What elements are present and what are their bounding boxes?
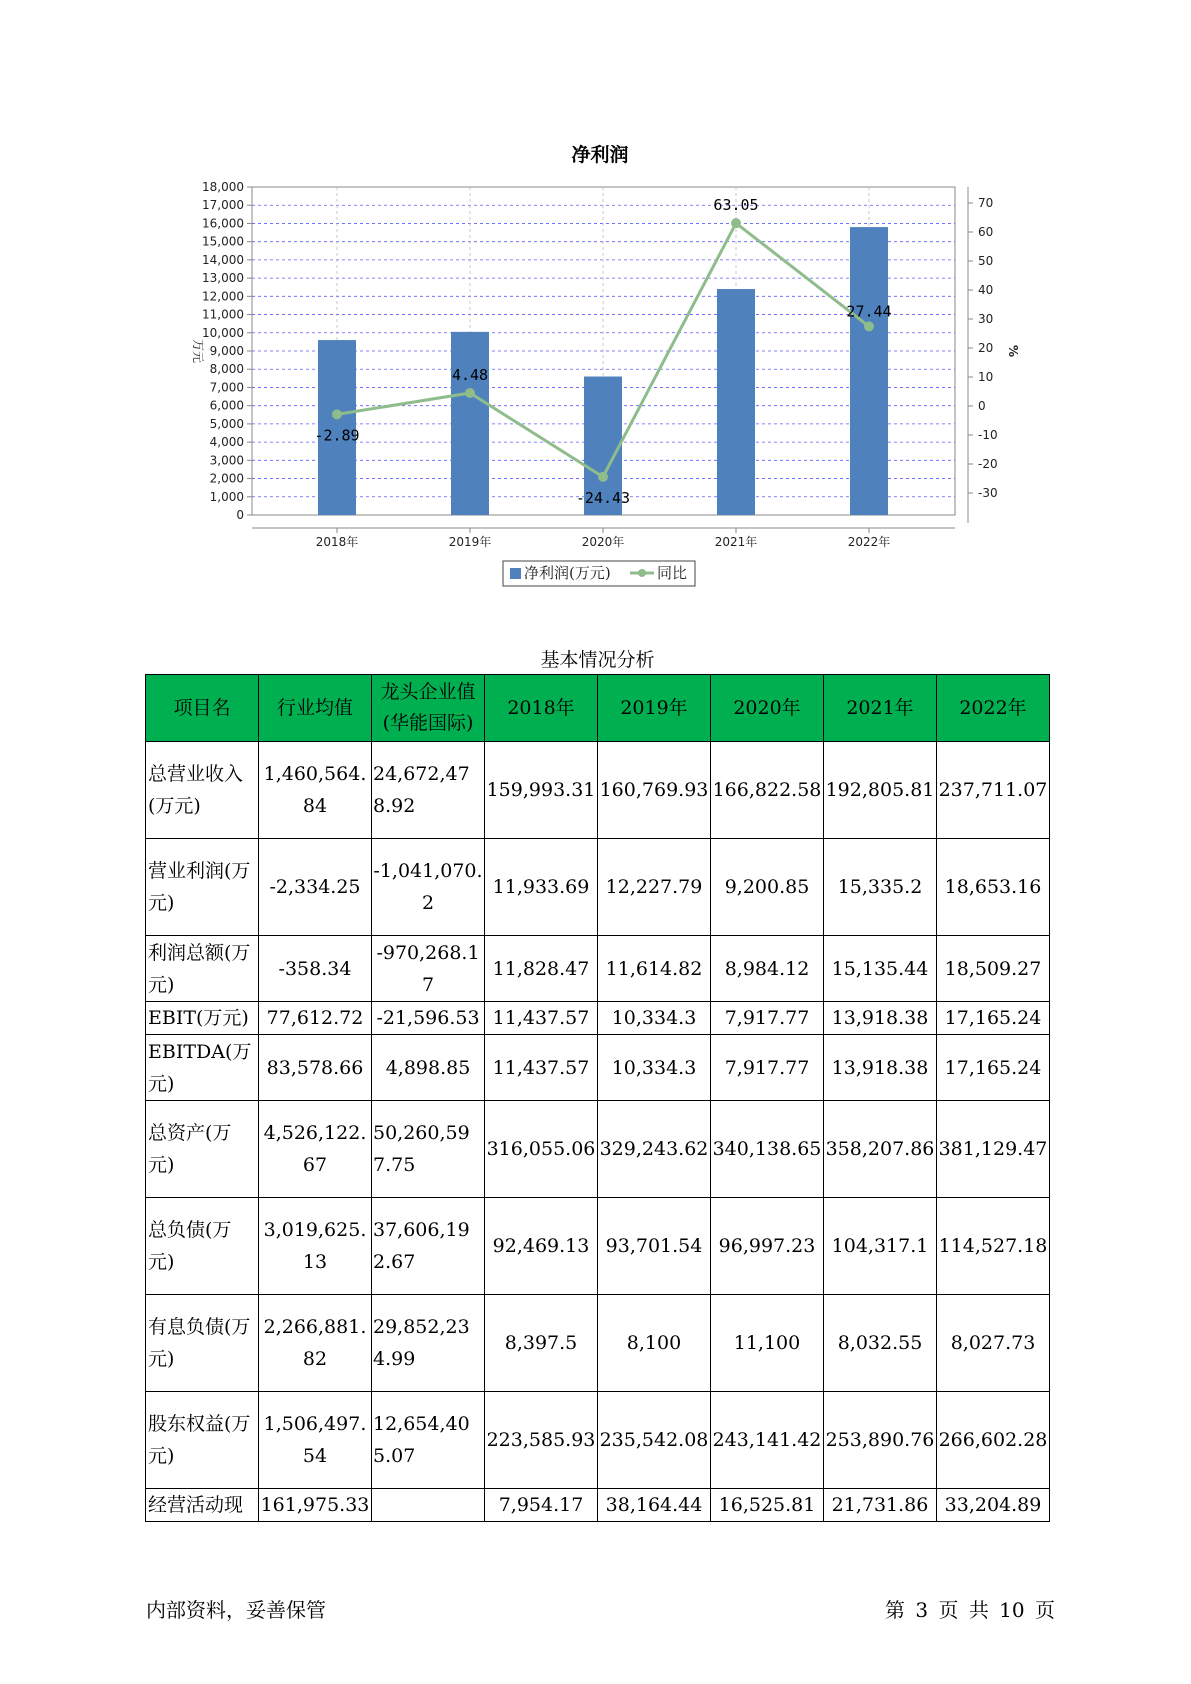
table-row [146,1392,1050,1489]
table-cell: 8,032.55 [824,1295,937,1392]
table-cell: 2,266,881.82 [259,1295,372,1392]
table-cell: 223,585.93 [485,1392,598,1489]
table-cell: 12,227.79 [598,839,711,936]
table-caption: 基本情况分析 [540,649,655,671]
table-cell: 237,711.07 [937,742,1050,839]
table-cell: 24,672,478.92 [372,742,485,839]
bar-2019年 [451,332,489,515]
row-label: 总负债(万元) [146,1198,259,1295]
table-cell: -1,041,070.2 [372,839,485,936]
table-cell: 1,460,564.84 [259,742,372,839]
table-cell: 92,469.13 [485,1198,598,1295]
table-cell: 13,918.38 [824,1002,937,1035]
table-cell: 4,526,122.67 [259,1101,372,1198]
header-2022: 2022年 [937,675,1050,742]
table-cell: 7,917.77 [711,1002,824,1035]
table-cell: 161,975.33 [259,1489,372,1522]
bottom-tick-label: 2022年 [847,535,891,549]
legend-line-label: 同比 [657,564,688,582]
table-cell: 8,984.12 [711,936,824,1002]
table-row [146,1002,1050,1035]
table-cell: 93,701.54 [598,1198,711,1295]
table-cell: 253,890.76 [824,1392,937,1489]
row-label: 股东权益(万元) [146,1392,259,1489]
left-tick-label: 2,000 [209,471,244,486]
chart-title: 净利润 [571,144,629,166]
right-tick-label: 20 [978,341,994,355]
table-cell: 12,654,405.07 [372,1392,485,1489]
right-tick-label: -30 [978,486,998,500]
table-cell: 15,135.44 [824,936,937,1002]
table-cell: 9,200.85 [711,839,824,936]
table-row [146,1101,1050,1198]
left-axis-label: 万元 [191,338,205,364]
footer-page-number: 第 3 页 共 10 页 [885,1598,1055,1622]
table-cell: 166,822.58 [711,742,824,839]
table-cell: 10,334.3 [598,1002,711,1035]
yoy-data-label: 63.05 [713,196,759,215]
left-tick-label: 11,000 [202,307,244,322]
yoy-point [731,218,741,228]
table-cell: 11,933.69 [485,839,598,936]
table-cell: 10,334.3 [598,1035,711,1101]
table-row [146,742,1050,839]
table-cell: 29,852,234.99 [372,1295,485,1392]
table-row [146,1035,1050,1101]
left-tick-label: 8,000 [209,362,244,377]
header-2019: 2019年 [598,675,711,742]
table-cell: 11,437.57 [485,1002,598,1035]
bottom-tick-label: 2020年 [581,535,625,549]
chart-canvas [0,0,1191,600]
row-label: 有息负债(万元) [146,1295,259,1392]
row-label: 营业利润(万元) [146,839,259,936]
basic-analysis-table [145,674,1050,1522]
table-cell: 8,100 [598,1295,711,1392]
table-cell: 4,898.85 [372,1035,485,1101]
bar-2021年 [717,289,755,515]
yoy-point [332,409,342,419]
table-cell: 8,027.73 [937,1295,1050,1392]
table-cell: 83,578.66 [259,1035,372,1101]
bottom-tick-label: 2019年 [448,535,492,549]
left-tick-label: 14,000 [202,252,244,267]
net-profit-chart [0,0,1191,600]
header-2020: 2020年 [711,675,824,742]
right-tick-label: -10 [978,428,998,442]
table-cell: 104,317.1 [824,1198,937,1295]
row-label: 经营活动现 [146,1489,259,1522]
table-cell: 11,100 [711,1295,824,1392]
left-tick-label: 0 [236,508,244,522]
left-tick-label: 4,000 [209,435,244,450]
left-tick-label: 9,000 [209,344,244,358]
right-tick-label: 60 [978,225,994,239]
table-row [146,839,1050,936]
yoy-point [465,388,475,398]
table-cell: 159,993.31 [485,742,598,839]
row-label: 利润总额(万元) [146,936,259,1002]
bar-2022年 [850,227,888,515]
table-cell: -970,268.17 [372,936,485,1002]
left-tick-label: 18,000 [202,180,244,194]
table-cell: 96,997.23 [711,1198,824,1295]
table-cell: 266,602.28 [937,1392,1050,1489]
left-tick-label: 7,000 [209,380,244,395]
table-cell: 18,509.27 [937,936,1050,1002]
yoy-data-label: -24.43 [575,488,631,507]
header-2018: 2018年 [485,675,598,742]
header-2021: 2021年 [824,675,937,742]
right-tick-label: 50 [978,254,994,268]
table-cell: 17,165.24 [937,1002,1050,1035]
header-item-name: 项目名 [146,675,259,742]
left-tick-label: 3,000 [209,453,244,468]
table-cell: 11,828.47 [485,936,598,1002]
table-cell: 3,019,625.13 [259,1198,372,1295]
table-cell: 11,614.82 [598,936,711,1002]
table-row [146,1295,1050,1392]
right-tick-label: 30 [978,312,994,326]
right-tick-label: 0 [978,399,986,413]
table-cell: 160,769.93 [598,742,711,839]
table-row [146,936,1050,1002]
table-cell: 381,129.47 [937,1101,1050,1198]
table-cell: -358.34 [259,936,372,1002]
left-tick-label: 13,000 [202,271,244,286]
left-tick-label: 1,000 [209,489,244,504]
yoy-point [598,472,608,482]
left-tick-label: 12,000 [202,289,244,304]
table-cell: 235,542.08 [598,1392,711,1489]
left-tick-label: 16,000 [202,216,244,231]
row-label: EBITDA(万元) [146,1035,259,1101]
table-cell: 316,055.06 [485,1101,598,1198]
left-tick-label: 15,000 [202,234,244,249]
table-cell: -2,334.25 [259,839,372,936]
yoy-data-label: 4.48 [451,366,489,385]
header-leader-value: 龙头企业值(华能国际) [372,675,485,742]
table-cell: 329,243.62 [598,1101,711,1198]
yoy-data-label: 27.44 [846,302,892,321]
legend-bar-label: 净利润(万元) [524,564,611,582]
yoy-point [864,321,874,331]
legend-line-marker [638,569,646,577]
bottom-tick-label: 2018年 [315,535,359,549]
table-cell [372,1489,485,1522]
table-cell: 358,207.86 [824,1101,937,1198]
table-body [146,742,1050,1522]
left-tick-label: 17,000 [202,198,244,213]
table-cell: 340,138.65 [711,1101,824,1198]
right-tick-label: 40 [978,283,994,297]
row-label: 总资产(万元) [146,1101,259,1198]
table-cell: 33,204.89 [937,1489,1050,1522]
table-cell: 8,397.5 [485,1295,598,1392]
table-header-row [146,675,1050,742]
table-cell: 11,437.57 [485,1035,598,1101]
table-cell: 114,527.18 [937,1198,1050,1295]
table-cell: 1,506,497.54 [259,1392,372,1489]
table-cell: 77,612.72 [259,1002,372,1035]
bottom-tick-label: 2021年 [714,535,758,549]
table-cell: 192,805.81 [824,742,937,839]
table-cell: 13,918.38 [824,1035,937,1101]
table-cell: 16,525.81 [711,1489,824,1522]
table-cell: 7,954.17 [485,1489,598,1522]
legend-bar-swatch [510,568,521,579]
right-tick-label: -20 [978,457,998,471]
header-industry-avg: 行业均值 [259,675,372,742]
table-cell: 21,731.86 [824,1489,937,1522]
table-row [146,1198,1050,1295]
right-tick-label: 70 [978,196,994,210]
footer-confidential-note: 内部资料，妥善保管 [146,1598,326,1622]
table-cell: 17,165.24 [937,1035,1050,1101]
left-tick-label: 5,000 [209,416,244,431]
table-cell: 15,335.2 [824,839,937,936]
table-cell: -21,596.53 [372,1002,485,1035]
left-tick-label: 10,000 [202,325,244,340]
row-label: EBIT(万元) [146,1002,259,1035]
table-cell: 38,164.44 [598,1489,711,1522]
row-label: 总营业收入(万元) [146,742,259,839]
table-cell: 243,141.42 [711,1392,824,1489]
table-cell: 50,260,597.75 [372,1101,485,1198]
right-tick-label: 10 [978,370,994,384]
table-cell: 18,653.16 [937,839,1050,936]
table-cell: 37,606,192.67 [372,1198,485,1295]
table-row [146,1489,1050,1522]
right-axis-label: % [1006,344,1020,358]
left-tick-label: 6,000 [209,398,244,413]
yoy-data-label: -2.89 [314,426,360,445]
table-cell: 7,917.77 [711,1035,824,1101]
